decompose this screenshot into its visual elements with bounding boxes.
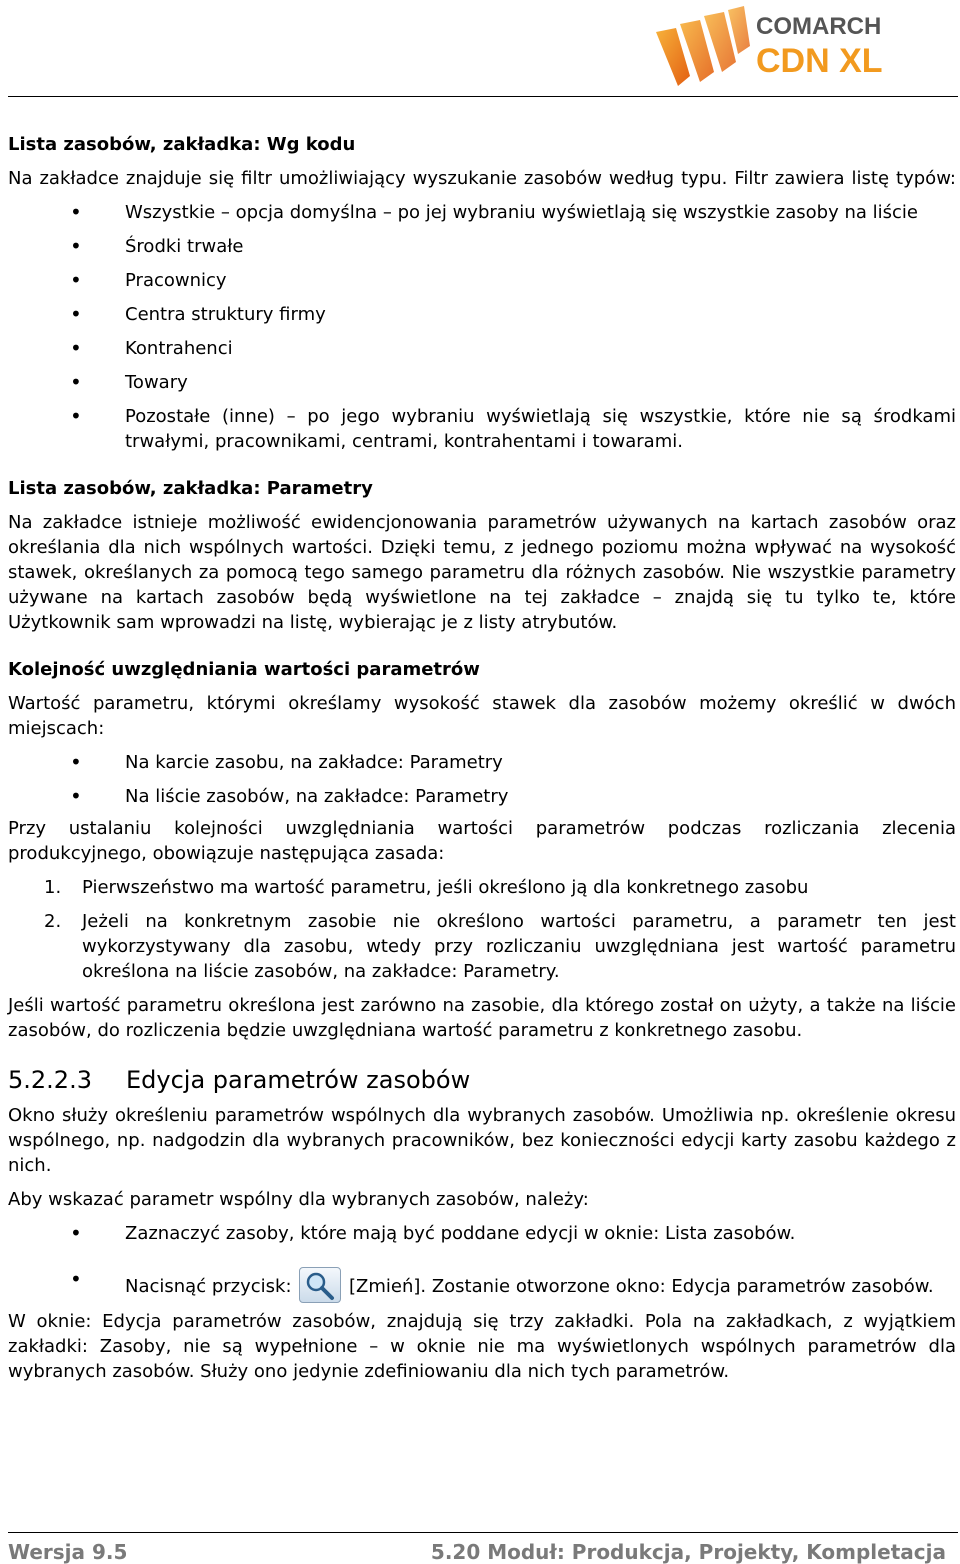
- paragraph-okno: Okno służy określeniu parametrów wspólnych dla wybranych zasobów. Umożliwia np. określenie okresu wspólnego, np. nadgodzin dla wybranych pracowników, bez konieczności edycji karty zasobu każdego z nich.: [8, 1105, 956, 1176]
- section-title-text: Edycja parametrów zasobów: [126, 1066, 471, 1094]
- paragraph-rule-intro: Przy ustalaniu kolejności uwzględniania wartości parametrów podczas rozliczania zlecenia produkcyjnego, obowiązuje następująca zasada:: [8, 818, 956, 864]
- document-body: [8, 132, 956, 1384]
- item-text: Pierwszeństwo ma wartość parametru, jeśli określono ją dla konkretnego zasobu: [82, 877, 809, 898]
- footer-divider: [8, 1532, 958, 1533]
- edit-parameters-icon: [299, 1267, 341, 1303]
- step-text-after: [Zmień]. Zostanie otworzone okno: Edycja parametrów zasobów.: [349, 1276, 934, 1297]
- item-number: 2.: [44, 911, 62, 932]
- list-item: • Wszystkie – opcja domyślna – po jej wybraniu wyświetlają się wszystkie zasoby na liście: [8, 200, 956, 234]
- list-item: • Zaznaczyć zasoby, które mają być poddane edycji w oknie: Lista zasobów.: [8, 1221, 956, 1267]
- list-item: • Na karcie zasobu, na zakładce: Parametry: [8, 750, 956, 784]
- footer-module: 5.20 Moduł: Produkcja, Projekty, Kompletacja: [430, 1540, 946, 1564]
- section-title: [8, 1065, 956, 1095]
- page-footer: [0, 1528, 960, 1563]
- list-item: • Kontrahenci: [8, 336, 956, 370]
- list-item: • Towary: [8, 370, 956, 404]
- paragraph-parametry: Na zakładce istnieje możliwość ewidencjonowania parametrów używanych na kartach zasobów oraz określania dla nich wspólnych wartości. Dzięki temu, z jednego poziomu można wpływać na wysokość stawek, określanych za pomocą tego samego parametru dla różnych zasobów. Nie wszystkie parametry używane na kartach zasobów będą wyświetlone na tej zakładce – znajdą się tu tylko te, które Użytkownik sam wprowadzi na listę, wybierając je z listy atrybutów.: [8, 512, 956, 633]
- logo-product-text: CDN XL: [756, 42, 883, 80]
- rule-list: [8, 875, 956, 984]
- list-item: • Pracownicy: [8, 268, 956, 302]
- steps-list: [8, 1221, 956, 1301]
- list-item: • Na liście zasobów, na zakładce: Parametry: [8, 784, 956, 816]
- item-number: 1.: [44, 877, 62, 898]
- paragraph-filter-intro: Na zakładce znajduje się filtr umożliwiający wyszukanie zasobów według typu. Filtr zawiera listę typów:: [8, 168, 956, 189]
- header-divider: [8, 96, 958, 97]
- numbered-item: [8, 875, 956, 900]
- paragraph-aby: Aby wskazać parametr wspólny dla wybranych zasobów, należy:: [8, 1189, 589, 1210]
- numbered-item: [8, 909, 956, 984]
- list-item: • Środki trwałe: [8, 234, 956, 268]
- item-text: Jeżeli na konkretnym zasobie nie określono wartości parametru, a parametr ten jest wykorzystywany dla zasobu, wtedy przy rozliczaniu uwzględniana jest wartość parametru określona na liście zasobów, na zakładce: Parametry.: [82, 911, 956, 982]
- list-item: • Pozostałe (inne) – po jego wybraniu wyświetlają się wszystkie, które nie są środkami trwałymi, pracownikami, centrami, kontrahentami i towarami.: [8, 404, 956, 454]
- logo-brand-text: COMARCH: [756, 13, 882, 40]
- comarch-cdn-xl-logo: [640, 2, 940, 94]
- type-list: [8, 200, 956, 454]
- page-header: [0, 0, 960, 100]
- list-item: • Centra struktury firmy: [8, 302, 956, 336]
- step-text-before: Nacisnąć przycisk:: [125, 1276, 292, 1297]
- heading-wg-kodu: Lista zasobów, zakładka: Wg kodu: [8, 134, 356, 155]
- footer-version: Wersja 9.5: [8, 1540, 128, 1564]
- paragraph-wartosc-intro: Wartość parametru, którymi określamy wysokość stawek dla zasobów możemy określić w dwóch miejscach:: [8, 693, 956, 739]
- paragraph-w-oknie: W oknie: Edycja parametrów zasobów, znajdują się trzy zakładki. Pola na zakładkach, z wyjątkiem zakładki: Zasoby, nie są wypełnione – w oknie nie ma wyświetlonych wspólnych parametrów dla wybranych zasobów. Służy ono jedynie zdefiniowaniu dla nich tych parametrów.: [8, 1311, 956, 1382]
- section-number: 5.2.2.3: [8, 1066, 92, 1094]
- list-item: [8, 1267, 956, 1301]
- places-list: [8, 750, 956, 816]
- paragraph-closing: Jeśli wartość parametru określona jest zarówno na zasobie, dla którego został on użyty, a także na liście zasobów, do rozliczenia będzie uwzględniana wartość parametru z konkretnego zasobu.: [8, 995, 956, 1041]
- heading-kolejnosc: Kolejność uwzględniania wartości parametrów: [8, 659, 480, 680]
- heading-parametry: Lista zasobów, zakładka: Parametry: [8, 478, 373, 499]
